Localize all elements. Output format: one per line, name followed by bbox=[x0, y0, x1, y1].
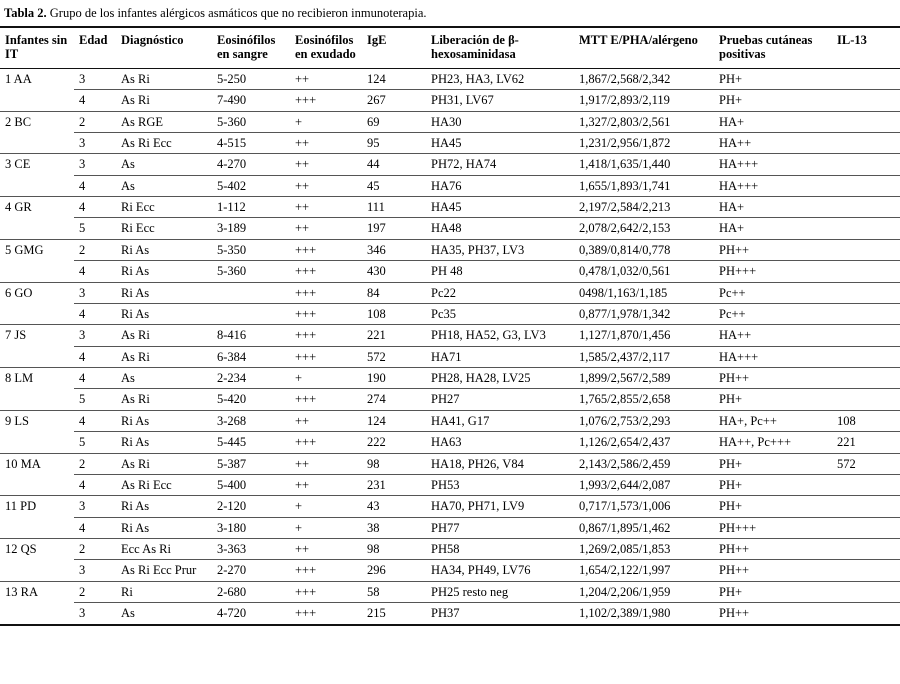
cell-ige: 430 bbox=[362, 261, 426, 282]
cell-ige: 38 bbox=[362, 517, 426, 538]
cell-eosinofilos-exudado: +++ bbox=[290, 432, 362, 453]
table-row bbox=[0, 517, 900, 538]
cell-ige: 84 bbox=[362, 282, 426, 303]
cell-diagnostico: As bbox=[116, 175, 212, 196]
cell-eosinofilos-exudado: ++ bbox=[290, 218, 362, 239]
cell-eosinofilos-exudado: ++ bbox=[290, 68, 362, 89]
cell-diagnostico: As Ri Ecc bbox=[116, 132, 212, 153]
cell-diagnostico: Ri As bbox=[116, 496, 212, 517]
cell-mtt: 1,654/2,122/1,997 bbox=[574, 560, 714, 581]
cell-ige: 267 bbox=[362, 90, 426, 111]
cell-pruebas: PH+++ bbox=[714, 261, 832, 282]
cell-edad: 2 bbox=[74, 581, 116, 602]
cell-liberacion: HA63 bbox=[426, 432, 574, 453]
cell-infante-id: 7 JS bbox=[0, 325, 74, 368]
cell-liberacion: PH77 bbox=[426, 517, 574, 538]
cell-ige: 124 bbox=[362, 68, 426, 89]
cell-eosinofilos-sangre: 4-270 bbox=[212, 154, 290, 175]
table-row bbox=[0, 453, 900, 474]
cell-pruebas: PH+ bbox=[714, 581, 832, 602]
cell-edad: 2 bbox=[74, 453, 116, 474]
cell-edad: 4 bbox=[74, 261, 116, 282]
cell-ige: 111 bbox=[362, 197, 426, 218]
cell-edad: 4 bbox=[74, 197, 116, 218]
cell-diagnostico: As Ri bbox=[116, 346, 212, 367]
cell-mtt: 2,197/2,584/2,213 bbox=[574, 197, 714, 218]
table-row bbox=[0, 175, 900, 196]
column-header-edad: Edad bbox=[74, 27, 116, 68]
cell-mtt: 1,127/1,870/1,456 bbox=[574, 325, 714, 346]
cell-liberacion: PH28, HA28, LV25 bbox=[426, 368, 574, 389]
cell-diagnostico: As bbox=[116, 154, 212, 175]
cell-mtt: 1,917/2,893/2,119 bbox=[574, 90, 714, 111]
cell-edad: 4 bbox=[74, 90, 116, 111]
cell-ige: 98 bbox=[362, 453, 426, 474]
table-row bbox=[0, 239, 900, 260]
table-row bbox=[0, 581, 900, 602]
cell-mtt: 0,877/1,978/1,342 bbox=[574, 303, 714, 324]
cell-eosinofilos-sangre: 4-720 bbox=[212, 603, 290, 625]
table-row bbox=[0, 218, 900, 239]
table-row bbox=[0, 603, 900, 625]
cell-pruebas: HA+ bbox=[714, 197, 832, 218]
cell-mtt: 1,204/2,206/1,959 bbox=[574, 581, 714, 602]
cell-ige: 108 bbox=[362, 303, 426, 324]
cell-mtt: 1,765/2,855/2,658 bbox=[574, 389, 714, 410]
cell-diagnostico: Ri bbox=[116, 581, 212, 602]
table-row bbox=[0, 197, 900, 218]
cell-diagnostico: Ri Ecc bbox=[116, 197, 212, 218]
cell-eosinofilos-exudado: +++ bbox=[290, 581, 362, 602]
cell-il13 bbox=[832, 239, 900, 260]
cell-liberacion: PH23, HA3, LV62 bbox=[426, 68, 574, 89]
table-row bbox=[0, 261, 900, 282]
cell-il13: 572 bbox=[832, 453, 900, 474]
cell-ige: 231 bbox=[362, 474, 426, 495]
cell-eosinofilos-exudado: +++ bbox=[290, 603, 362, 625]
cell-infante-id: 3 CE bbox=[0, 154, 74, 197]
column-header-infantes: Infantes sin IT bbox=[0, 27, 74, 68]
cell-diagnostico: Ri As bbox=[116, 282, 212, 303]
cell-infante-id: 9 LS bbox=[0, 410, 74, 453]
cell-diagnostico: Ri As bbox=[116, 410, 212, 431]
cell-liberacion: HA45 bbox=[426, 197, 574, 218]
cell-mtt: 1,867/2,568/2,342 bbox=[574, 68, 714, 89]
cell-liberacion: PH18, HA52, G3, LV3 bbox=[426, 325, 574, 346]
caption-text: Grupo de los infantes alérgicos asmáticos que no recibieron inmunoterapia. bbox=[46, 6, 427, 20]
cell-diagnostico: As Ri bbox=[116, 389, 212, 410]
cell-edad: 4 bbox=[74, 175, 116, 196]
cell-eosinofilos-exudado: +++ bbox=[290, 325, 362, 346]
cell-il13 bbox=[832, 368, 900, 389]
table-row bbox=[0, 368, 900, 389]
cell-ige: 69 bbox=[362, 111, 426, 132]
cell-pruebas: PH+ bbox=[714, 496, 832, 517]
cell-liberacion: HA76 bbox=[426, 175, 574, 196]
cell-il13 bbox=[832, 68, 900, 89]
cell-ige: 296 bbox=[362, 560, 426, 581]
cell-edad: 4 bbox=[74, 303, 116, 324]
cell-il13 bbox=[832, 560, 900, 581]
cell-pruebas: PH+ bbox=[714, 90, 832, 111]
cell-edad: 3 bbox=[74, 603, 116, 625]
cell-eosinofilos-sangre: 2-270 bbox=[212, 560, 290, 581]
cell-pruebas: HA+ bbox=[714, 218, 832, 239]
cell-pruebas: HA+ bbox=[714, 111, 832, 132]
cell-ige: 44 bbox=[362, 154, 426, 175]
cell-eosinofilos-sangre: 5-360 bbox=[212, 111, 290, 132]
cell-diagnostico: Ri As bbox=[116, 432, 212, 453]
cell-mtt: 1,585/2,437/2,117 bbox=[574, 346, 714, 367]
cell-mtt: 1,126/2,654/2,437 bbox=[574, 432, 714, 453]
cell-ige: 45 bbox=[362, 175, 426, 196]
cell-diagnostico: Ecc As Ri bbox=[116, 539, 212, 560]
caption-label: Tabla 2. bbox=[4, 6, 47, 20]
cell-eosinofilos-sangre: 4-515 bbox=[212, 132, 290, 153]
cell-edad: 4 bbox=[74, 346, 116, 367]
column-header-mtt: MTT E/PHA/alérgeno bbox=[574, 27, 714, 68]
cell-diagnostico: As Ri Ecc bbox=[116, 474, 212, 495]
cell-mtt: 0498/1,163/1,185 bbox=[574, 282, 714, 303]
cell-edad: 5 bbox=[74, 389, 116, 410]
cell-diagnostico: Ri As bbox=[116, 517, 212, 538]
cell-eosinofilos-exudado: ++ bbox=[290, 132, 362, 153]
cell-mtt: 1,231/2,956/1,872 bbox=[574, 132, 714, 153]
cell-ige: 274 bbox=[362, 389, 426, 410]
cell-eosinofilos-sangre: 5-360 bbox=[212, 261, 290, 282]
cell-il13: 108 bbox=[832, 410, 900, 431]
cell-diagnostico: As Ri bbox=[116, 68, 212, 89]
cell-infante-id: 1 AA bbox=[0, 68, 74, 111]
cell-pruebas: PH++ bbox=[714, 239, 832, 260]
cell-il13: 221 bbox=[832, 432, 900, 453]
cell-eosinofilos-sangre: 3-268 bbox=[212, 410, 290, 431]
cell-mtt: 0,478/1,032/0,561 bbox=[574, 261, 714, 282]
table-row bbox=[0, 154, 900, 175]
cell-infante-id: 12 QS bbox=[0, 539, 74, 582]
cell-pruebas: HA++, Pc+++ bbox=[714, 432, 832, 453]
cell-edad: 4 bbox=[74, 368, 116, 389]
cell-eosinofilos-sangre: 5-420 bbox=[212, 389, 290, 410]
cell-edad: 3 bbox=[74, 154, 116, 175]
cell-liberacion: Pc35 bbox=[426, 303, 574, 324]
cell-pruebas: Pc++ bbox=[714, 282, 832, 303]
table-header bbox=[0, 27, 900, 68]
cell-pruebas: PH++ bbox=[714, 368, 832, 389]
cell-diagnostico: As bbox=[116, 603, 212, 625]
table-body bbox=[0, 68, 900, 624]
cell-mtt: 1,418/1,635/1,440 bbox=[574, 154, 714, 175]
cell-liberacion: HA71 bbox=[426, 346, 574, 367]
cell-liberacion: HA30 bbox=[426, 111, 574, 132]
cell-liberacion: PH 48 bbox=[426, 261, 574, 282]
table-row bbox=[0, 68, 900, 89]
cell-liberacion: PH37 bbox=[426, 603, 574, 625]
cell-eosinofilos-sangre: 5-350 bbox=[212, 239, 290, 260]
cell-pruebas: HA++ bbox=[714, 325, 832, 346]
cell-pruebas: HA+++ bbox=[714, 346, 832, 367]
cell-eosinofilos-sangre bbox=[212, 282, 290, 303]
cell-edad: 2 bbox=[74, 539, 116, 560]
cell-diagnostico: As Ri bbox=[116, 453, 212, 474]
cell-pruebas: PH++ bbox=[714, 603, 832, 625]
cell-eosinofilos-sangre bbox=[212, 303, 290, 324]
table-row bbox=[0, 90, 900, 111]
table-row bbox=[0, 325, 900, 346]
cell-edad: 2 bbox=[74, 239, 116, 260]
cell-liberacion: Pc22 bbox=[426, 282, 574, 303]
cell-edad: 3 bbox=[74, 132, 116, 153]
cell-ige: 58 bbox=[362, 581, 426, 602]
cell-il13 bbox=[832, 389, 900, 410]
cell-diagnostico: Ri As bbox=[116, 239, 212, 260]
cell-pruebas: PH+ bbox=[714, 453, 832, 474]
cell-ige: 95 bbox=[362, 132, 426, 153]
cell-mtt: 0,867/1,895/1,462 bbox=[574, 517, 714, 538]
cell-edad: 4 bbox=[74, 517, 116, 538]
cell-il13 bbox=[832, 282, 900, 303]
cell-mtt: 1,269/2,085/1,853 bbox=[574, 539, 714, 560]
cell-infante-id: 8 LM bbox=[0, 368, 74, 411]
cell-eosinofilos-exudado: +++ bbox=[290, 303, 362, 324]
cell-pruebas: PH+++ bbox=[714, 517, 832, 538]
cell-eosinofilos-exudado: ++ bbox=[290, 197, 362, 218]
cell-eosinofilos-exudado: ++ bbox=[290, 539, 362, 560]
cell-liberacion: PH53 bbox=[426, 474, 574, 495]
cell-infante-id: 5 GMG bbox=[0, 239, 74, 282]
table-row bbox=[0, 560, 900, 581]
cell-diagnostico: As RGE bbox=[116, 111, 212, 132]
table-row bbox=[0, 282, 900, 303]
cell-edad: 3 bbox=[74, 68, 116, 89]
cell-edad: 5 bbox=[74, 432, 116, 453]
cell-mtt: 1,655/1,893/1,741 bbox=[574, 175, 714, 196]
cell-mtt: 1,327/2,803/2,561 bbox=[574, 111, 714, 132]
cell-eosinofilos-exudado: +++ bbox=[290, 239, 362, 260]
cell-mtt: 2,143/2,586/2,459 bbox=[574, 453, 714, 474]
cell-eosinofilos-sangre: 5-445 bbox=[212, 432, 290, 453]
cell-mtt: 1,899/2,567/2,589 bbox=[574, 368, 714, 389]
cell-il13 bbox=[832, 517, 900, 538]
cell-il13 bbox=[832, 474, 900, 495]
cell-eosinofilos-sangre: 1-112 bbox=[212, 197, 290, 218]
column-header-eosinofilos-exudado: Eosinófilos en exudado bbox=[290, 27, 362, 68]
cell-il13 bbox=[832, 303, 900, 324]
cell-liberacion: HA45 bbox=[426, 132, 574, 153]
cell-edad: 5 bbox=[74, 218, 116, 239]
cell-liberacion: HA48 bbox=[426, 218, 574, 239]
cell-pruebas: PH++ bbox=[714, 560, 832, 581]
cell-il13 bbox=[832, 132, 900, 153]
cell-diagnostico: As bbox=[116, 368, 212, 389]
cell-diagnostico: As Ri bbox=[116, 325, 212, 346]
cell-ige: 221 bbox=[362, 325, 426, 346]
cell-pruebas: HA+++ bbox=[714, 175, 832, 196]
cell-il13 bbox=[832, 218, 900, 239]
cell-eosinofilos-sangre: 3-189 bbox=[212, 218, 290, 239]
cell-edad: 3 bbox=[74, 325, 116, 346]
cell-eosinofilos-exudado: ++ bbox=[290, 453, 362, 474]
cell-liberacion: PH58 bbox=[426, 539, 574, 560]
cell-infante-id: 2 BC bbox=[0, 111, 74, 154]
cell-eosinofilos-exudado: + bbox=[290, 368, 362, 389]
cell-ige: 124 bbox=[362, 410, 426, 431]
cell-eosinofilos-exudado: ++ bbox=[290, 410, 362, 431]
cell-liberacion: PH25 resto neg bbox=[426, 581, 574, 602]
cell-eosinofilos-sangre: 2-234 bbox=[212, 368, 290, 389]
cell-il13 bbox=[832, 154, 900, 175]
cell-il13 bbox=[832, 111, 900, 132]
cell-eosinofilos-exudado: ++ bbox=[290, 474, 362, 495]
cell-eosinofilos-exudado: ++ bbox=[290, 175, 362, 196]
cell-eosinofilos-sangre: 6-384 bbox=[212, 346, 290, 367]
cell-edad: 3 bbox=[74, 282, 116, 303]
table-row bbox=[0, 410, 900, 431]
cell-pruebas: HA+, Pc++ bbox=[714, 410, 832, 431]
cell-ige: 197 bbox=[362, 218, 426, 239]
cell-eosinofilos-sangre: 3-363 bbox=[212, 539, 290, 560]
cell-infante-id: 10 MA bbox=[0, 453, 74, 496]
cell-liberacion: PH31, LV67 bbox=[426, 90, 574, 111]
cell-mtt: 0,717/1,573/1,006 bbox=[574, 496, 714, 517]
cell-edad: 3 bbox=[74, 496, 116, 517]
column-header-ige: IgE bbox=[362, 27, 426, 68]
cell-pruebas: HA++ bbox=[714, 132, 832, 153]
cell-diagnostico: As Ri Ecc Prur bbox=[116, 560, 212, 581]
table-row bbox=[0, 111, 900, 132]
cell-diagnostico: Ri As bbox=[116, 303, 212, 324]
cell-ige: 222 bbox=[362, 432, 426, 453]
cell-il13 bbox=[832, 90, 900, 111]
cell-eosinofilos-exudado: + bbox=[290, 517, 362, 538]
cell-eosinofilos-exudado: +++ bbox=[290, 261, 362, 282]
cell-eosinofilos-sangre: 5-387 bbox=[212, 453, 290, 474]
cell-il13 bbox=[832, 539, 900, 560]
column-header-il13: IL-13 bbox=[832, 27, 900, 68]
cell-il13 bbox=[832, 175, 900, 196]
cell-infante-id: 4 GR bbox=[0, 197, 74, 240]
cell-pruebas: PH++ bbox=[714, 539, 832, 560]
cell-il13 bbox=[832, 496, 900, 517]
cell-eosinofilos-sangre: 5-402 bbox=[212, 175, 290, 196]
cell-infante-id: 6 GO bbox=[0, 282, 74, 325]
cell-liberacion: HA18, PH26, V84 bbox=[426, 453, 574, 474]
table-row bbox=[0, 539, 900, 560]
cell-mtt: 1,102/2,389/1,980 bbox=[574, 603, 714, 625]
column-header-liberacion: Liberación de β-hexosaminidasa bbox=[426, 27, 574, 68]
cell-eosinofilos-sangre: 5-250 bbox=[212, 68, 290, 89]
table-row bbox=[0, 389, 900, 410]
cell-ige: 572 bbox=[362, 346, 426, 367]
cell-infante-id: 13 RA bbox=[0, 581, 74, 624]
table-row bbox=[0, 432, 900, 453]
cell-eosinofilos-exudado: +++ bbox=[290, 90, 362, 111]
cell-ige: 43 bbox=[362, 496, 426, 517]
column-header-eosinofilos-sangre: Eosinófilos en sangre bbox=[212, 27, 290, 68]
table-header-row bbox=[0, 27, 900, 68]
table-row bbox=[0, 496, 900, 517]
cell-eosinofilos-exudado: +++ bbox=[290, 389, 362, 410]
table-row bbox=[0, 303, 900, 324]
cell-edad: 3 bbox=[74, 560, 116, 581]
cell-il13 bbox=[832, 261, 900, 282]
cell-pruebas: PH+ bbox=[714, 389, 832, 410]
cell-pruebas: PH+ bbox=[714, 68, 832, 89]
cell-ige: 190 bbox=[362, 368, 426, 389]
cell-pruebas: Pc++ bbox=[714, 303, 832, 324]
cell-mtt: 0,389/0,814/0,778 bbox=[574, 239, 714, 260]
cell-il13 bbox=[832, 581, 900, 602]
cell-eosinofilos-exudado: +++ bbox=[290, 560, 362, 581]
table-row bbox=[0, 346, 900, 367]
allergic-infants-table bbox=[0, 26, 900, 626]
cell-eosinofilos-sangre: 3-180 bbox=[212, 517, 290, 538]
cell-eosinofilos-exudado: ++ bbox=[290, 154, 362, 175]
cell-eosinofilos-sangre: 5-400 bbox=[212, 474, 290, 495]
cell-edad: 2 bbox=[74, 111, 116, 132]
cell-liberacion: HA34, PH49, LV76 bbox=[426, 560, 574, 581]
cell-eosinofilos-exudado: +++ bbox=[290, 282, 362, 303]
cell-eosinofilos-sangre: 2-680 bbox=[212, 581, 290, 602]
cell-eosinofilos-sangre: 7-490 bbox=[212, 90, 290, 111]
cell-ige: 346 bbox=[362, 239, 426, 260]
cell-mtt: 1,076/2,753/2,293 bbox=[574, 410, 714, 431]
cell-diagnostico: Ri As bbox=[116, 261, 212, 282]
cell-eosinofilos-exudado: + bbox=[290, 111, 362, 132]
column-header-diagnostico: Diagnóstico bbox=[116, 27, 212, 68]
cell-mtt: 2,078/2,642/2,153 bbox=[574, 218, 714, 239]
cell-il13 bbox=[832, 325, 900, 346]
cell-il13 bbox=[832, 603, 900, 625]
cell-eosinofilos-exudado: + bbox=[290, 496, 362, 517]
cell-ige: 98 bbox=[362, 539, 426, 560]
cell-il13 bbox=[832, 346, 900, 367]
column-header-pruebas-cutaneas: Pruebas cutáneas positivas bbox=[714, 27, 832, 68]
cell-diagnostico: As Ri bbox=[116, 90, 212, 111]
cell-pruebas: PH+ bbox=[714, 474, 832, 495]
cell-liberacion: PH72, HA74 bbox=[426, 154, 574, 175]
cell-liberacion: HA35, PH37, LV3 bbox=[426, 239, 574, 260]
cell-eosinofilos-exudado: +++ bbox=[290, 346, 362, 367]
cell-pruebas: HA+++ bbox=[714, 154, 832, 175]
cell-liberacion: HA41, G17 bbox=[426, 410, 574, 431]
cell-eosinofilos-sangre: 2-120 bbox=[212, 496, 290, 517]
cell-infante-id: 11 PD bbox=[0, 496, 74, 539]
cell-liberacion: PH27 bbox=[426, 389, 574, 410]
cell-eosinofilos-sangre: 8-416 bbox=[212, 325, 290, 346]
cell-liberacion: HA70, PH71, LV9 bbox=[426, 496, 574, 517]
cell-ige: 215 bbox=[362, 603, 426, 625]
cell-diagnostico: Ri Ecc bbox=[116, 218, 212, 239]
table-row bbox=[0, 474, 900, 495]
table-row bbox=[0, 132, 900, 153]
cell-edad: 4 bbox=[74, 474, 116, 495]
cell-edad: 4 bbox=[74, 410, 116, 431]
cell-il13 bbox=[832, 197, 900, 218]
cell-mtt: 1,993/2,644/2,087 bbox=[574, 474, 714, 495]
table-caption bbox=[0, 0, 900, 26]
